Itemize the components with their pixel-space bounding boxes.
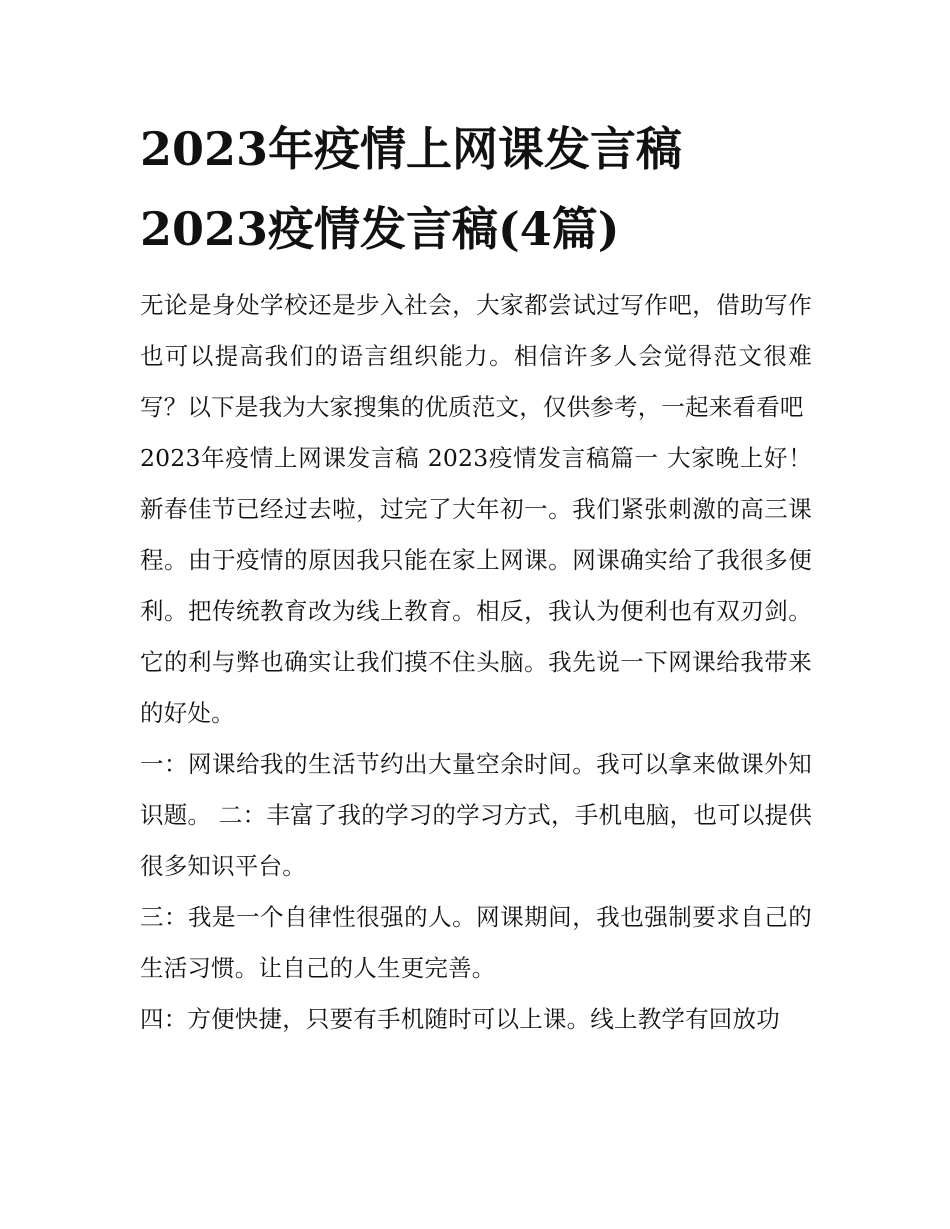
document-title-line-2: 2023疫情发言稿(4篇) bbox=[140, 202, 620, 256]
paragraph-point-four: 四：方便快捷，只要有手机随时可以上课。线上教学有回放功 bbox=[140, 1005, 780, 1033]
paragraph-speech-opening: 2023年疫情上网课发言稿 2023疫情发言稿篇一 大家晚上好！新春佳节已经过去啦，过完了大年初一。我们紧张刺激的高三课程。由于疫情的原因我只能在家上网课。网课确实给了我很多便利。把传统教育改为线上教育。相反，我认为便利也有双刃剑。它的利与弊也确实让我们摸不住头脑。我先说一下网课给我带来的好处。 bbox=[140, 444, 812, 727]
document-body bbox=[140, 280, 812, 1045]
paragraph-point-three: 三：我是一个自律性很强的人。网课期间，我也强制要求自己的生活习惯。让自己的人生更完善。 bbox=[140, 903, 812, 982]
paragraph-point-one-two: 一：网课给我的生活节约出大量空余时间。我可以拿来做课外知识题。 二：丰富了我的学习的学习方式，手机电脑，也可以提供很多知识平台。 bbox=[140, 750, 812, 880]
paragraph-intro: 无论是身处学校还是步入社会，大家都尝试过写作吧，借助写作也可以提高我们的语言组织能力。相信许多人会觉得范文很难写？以下是我为大家搜集的优质范文，仅供参考，一起来看看吧 bbox=[140, 291, 812, 421]
document-title-line-1: 2023年疫情上网课发言稿 bbox=[140, 122, 683, 176]
